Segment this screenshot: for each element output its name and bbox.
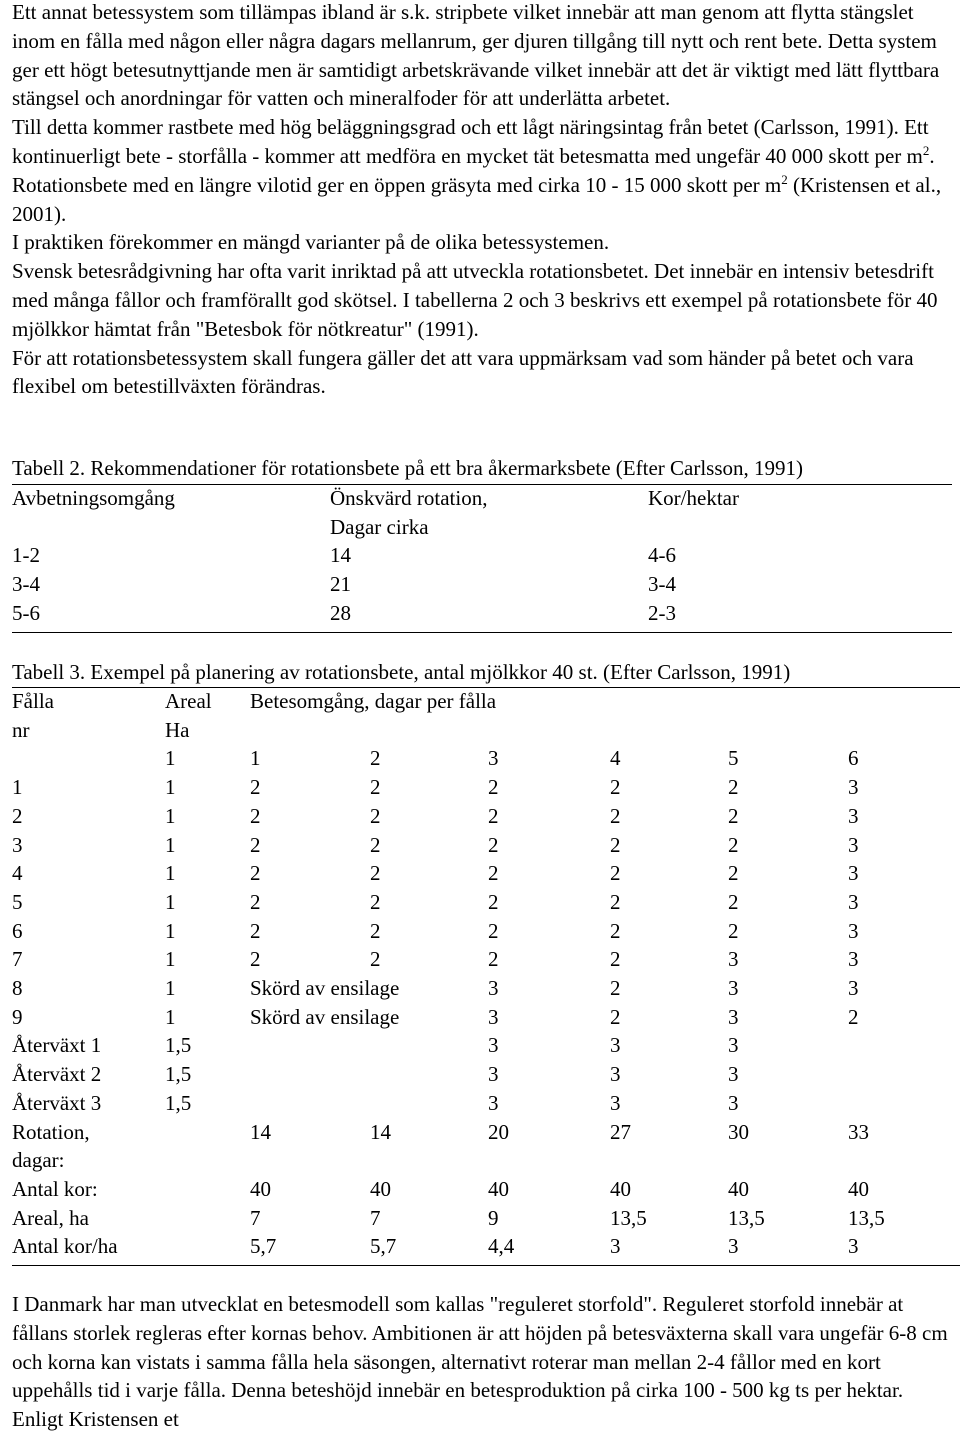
- table2-cell: Kor/hektar: [648, 486, 739, 510]
- table3-cell: 3: [610, 1062, 621, 1087]
- table3-cell: 2: [250, 832, 261, 857]
- table3-cell: 2: [728, 918, 739, 943]
- paragraph-flexibel: För att rotationsbetessystem skall fungera gäller det att vara uppmärksam vad som händer på betet och vara flexibel om betestillväxten förändras.: [12, 345, 914, 399]
- table3-cell: 2: [250, 947, 261, 972]
- table3-cell: 40: [250, 1176, 271, 1201]
- table3-cell: 2: [370, 918, 381, 943]
- table3-cell: 3: [610, 1033, 621, 1058]
- table3-cell: 1: [165, 1004, 176, 1029]
- table3-cell: 2: [848, 1004, 859, 1029]
- table3-row: [0, 716, 960, 745]
- table3-cell: 2: [610, 832, 621, 857]
- table3-cell: 4,4: [488, 1234, 515, 1259]
- table2-row: [0, 513, 960, 542]
- table3-cell: 3: [848, 775, 859, 800]
- table3-cell: 40: [728, 1176, 749, 1201]
- table3-row: [0, 974, 960, 1003]
- table3-cell: 2: [250, 775, 261, 800]
- table3-cell: 2: [728, 861, 739, 886]
- table2-cell: 1-2: [12, 543, 40, 568]
- table3-cell: 2: [370, 861, 381, 886]
- table3-cell: 27: [610, 1119, 631, 1144]
- table3-cell: 5: [728, 746, 739, 771]
- superscript: 2: [922, 142, 930, 158]
- table3-row: [0, 687, 960, 716]
- table3-row: [0, 1146, 960, 1175]
- table3-row: [0, 802, 960, 831]
- table3-cell: 1: [165, 803, 176, 828]
- table3-cell: 9: [12, 1004, 23, 1029]
- table3-cell: 2: [610, 775, 621, 800]
- table3-cell: 3: [848, 832, 859, 857]
- table3-cell: 1: [250, 746, 261, 771]
- table3-row: [0, 1031, 960, 1060]
- table3-cell: 2: [610, 947, 621, 972]
- table3-cell: 3: [848, 947, 859, 972]
- table3-row: [0, 1118, 960, 1147]
- table3-cell: Återväxt 2: [12, 1062, 102, 1087]
- table3-row: [0, 1232, 960, 1261]
- table2-cell: 3-4: [12, 572, 40, 597]
- table3-row: [0, 917, 960, 946]
- table2-cell: 28: [330, 600, 351, 625]
- table3-cell: 7: [12, 947, 23, 972]
- table3-row: [0, 1089, 960, 1118]
- table3-cell: 5: [12, 889, 23, 914]
- paragraph-betesradgivning: Svensk betesrådgivning har ofta varit inriktad på att utveckla rotationsbetet. Det innebär en intensiv betesdrift med många fållor och framförallt god skötsel. I tabellerna 2 och 3 beskrivs ett exempel på rotationsbete för 40 mjölkkor hämtat från "Betesbok för nötkreatur" (1991).: [12, 259, 938, 341]
- table3-cell: 2: [610, 976, 621, 1000]
- table2-cell: Önskvärd rotation,: [330, 486, 488, 510]
- table3-cell: 13,5: [728, 1205, 765, 1230]
- table3-cell: 2: [728, 803, 739, 828]
- table3-cell: 2: [250, 918, 261, 943]
- table2-cell: 21: [330, 572, 351, 597]
- table3-cell: 3: [728, 976, 739, 1000]
- table3-cell: nr: [12, 717, 30, 742]
- table3-cell: 4: [12, 861, 23, 886]
- table3-row: [0, 1003, 960, 1032]
- table3-cell: Areal: [165, 689, 212, 713]
- table3-cell: 2: [610, 861, 621, 886]
- table3-cell: 40: [610, 1176, 631, 1201]
- table3-cell: 2: [370, 803, 381, 828]
- table3-cell: Antal kor:: [12, 1176, 98, 1201]
- table3-cell: 2: [488, 947, 499, 972]
- table3-cell: 1: [12, 775, 23, 800]
- table3-cell: Återväxt 1: [12, 1033, 102, 1058]
- table3-cell: 4: [610, 746, 621, 771]
- outro-text: I Danmark har man utvecklat en betesmodell som kallas "reguleret storfold". Reguleret storfold innebär at fållans storlek regleras efter kornas behov. Ambitionen är att höjden på betesväxterna skall vara ungefär 6-8 cm och korna kan vistats i samma fålla hela säsongen, alternativt roterar man mellan 2-4 fållor med en kort uppehålls tid i varje fålla. Denna beteshöjd innebär en betesproduktion på cirka 100 - 500 kg ts per hektar. Enligt Kristensen et: [12, 1292, 948, 1432]
- table3-row: [0, 888, 960, 917]
- table3-cell: 3: [848, 803, 859, 828]
- paragraph-rastbete-part1: Till detta kommer rastbete med hög beläggningsgrad och ett lågt näringsintag från betet (Carlsson, 1991). Ett kontinuerligt bete - storfålla - kommer att medföra en mycket tät betesmatta med ungefär 40 000 skott per m: [12, 115, 929, 168]
- table3-cell: 13,5: [610, 1205, 647, 1230]
- table3-caption: Tabell 3. Exempel på planering av rotationsbete, antal mjölkkor 40 st. (Efter Carlsson, 1991): [12, 660, 791, 684]
- table3-row: [0, 1175, 960, 1204]
- table3-cell: 3: [12, 832, 23, 857]
- table3-cell: 8: [12, 976, 23, 1000]
- table3-cell: 40: [370, 1176, 391, 1201]
- table3-cell: 3: [728, 1234, 739, 1259]
- table2-caption: Tabell 2. Rekommendationer för rotationsbete på ett bra åkermarksbete (Efter Carlsson, 1991): [12, 456, 804, 480]
- table3-row: [0, 773, 960, 802]
- table3-cell: 2: [610, 803, 621, 828]
- table2-row: [0, 570, 960, 599]
- table3-row: [0, 744, 960, 773]
- paragraph-stripbete: Ett annat betessystem som tillämpas ibland är s.k. stripbete vilket innebär att man genom att flytta stängslet inom en fålla med någon eller några dagars mellanrum, ger djuren tillgång till nytt och rent bete. Detta system ger ett högt betesutnyttjande men är samtidigt arbetskrävande vilket innebär att det är viktigt med lätt flyttbara stängsel och anordningar för vatten och mineralfoder för att underlätta arbetet.: [12, 0, 940, 111]
- table3-cell: 1: [165, 976, 176, 1000]
- table3-cell: 14: [370, 1119, 391, 1144]
- table3-cell: 14: [250, 1119, 271, 1144]
- table3-cell: 2: [488, 861, 499, 886]
- table3-cell: 2: [488, 889, 499, 914]
- table3-cell: 20: [488, 1119, 509, 1144]
- table3-row: [0, 1060, 960, 1089]
- table2-row: [0, 599, 960, 628]
- table3-cell: Rotation,: [12, 1119, 90, 1144]
- table3-row: [0, 945, 960, 974]
- table3-cell: 7: [250, 1205, 261, 1230]
- table2-row: [0, 541, 960, 570]
- table2-cell: 4-6: [648, 543, 676, 568]
- table3-cell: Areal, ha: [12, 1205, 89, 1230]
- table3-cell: 2: [610, 889, 621, 914]
- table3-cell: 40: [848, 1176, 869, 1201]
- table3-cell: 2: [610, 918, 621, 943]
- table3-cell: 3: [488, 1004, 499, 1029]
- table3-cell: 6: [848, 746, 859, 771]
- table3-cell: 2: [488, 775, 499, 800]
- table3-cell: 3: [488, 746, 499, 771]
- table3-cell: 2: [250, 889, 261, 914]
- table3-cell: 3: [848, 889, 859, 914]
- paragraph-varianter: I praktiken förekommer en mängd varianter på de olika betessystemen.: [12, 230, 610, 255]
- table3-cell: 1: [165, 889, 176, 914]
- table3-cell: Skörd av ensilage: [250, 1004, 400, 1029]
- table3-cell: 2: [370, 947, 381, 972]
- table3-cell: 3: [610, 1090, 621, 1115]
- table3-cell: 2: [370, 746, 381, 771]
- table2-cell: Dagar cirka: [330, 514, 429, 539]
- table3-cell: 2: [728, 775, 739, 800]
- table3-cell: 2: [370, 832, 381, 857]
- table3-cell: 7: [370, 1205, 381, 1230]
- table3-cell: 3: [488, 1033, 499, 1058]
- table3-cell: 3: [488, 1090, 499, 1115]
- table3-cell: 2: [250, 861, 261, 886]
- table2-cell: Avbetningsomgång: [12, 486, 175, 510]
- table3-cell: Fålla: [12, 689, 54, 713]
- table3-cell: 2: [488, 803, 499, 828]
- table3-cell: 2: [488, 918, 499, 943]
- table3-cell: 1,5: [165, 1090, 192, 1115]
- table3-cell: dagar:: [12, 1148, 65, 1173]
- table3-cell: 9: [488, 1205, 499, 1230]
- table3-cell: 2: [610, 1004, 621, 1029]
- table3-cell: 6: [12, 918, 23, 943]
- table3-cell: 40: [488, 1176, 509, 1201]
- intro-text: [12, 0, 952, 401]
- table3-cell: 3: [728, 1004, 739, 1029]
- table3-cell: 13,5: [848, 1205, 885, 1230]
- table3-cell: 1: [165, 775, 176, 800]
- table3-cell: 3: [848, 918, 859, 943]
- table3-cell: Antal kor/ha: [12, 1234, 118, 1259]
- table3-cell: 3: [488, 976, 499, 1000]
- table3-cell: 3: [610, 1234, 621, 1259]
- table3-cell: 5,7: [370, 1234, 397, 1259]
- table3-bottom-rule: [12, 1265, 960, 1266]
- paragraph-rastbete: [12, 113, 952, 228]
- table2-bottom-rule: [12, 632, 952, 633]
- table3-cell: 3: [848, 1234, 859, 1259]
- table3-cell: 2: [370, 889, 381, 914]
- table3-cell: 1: [165, 832, 176, 857]
- table3-cell: 3: [728, 1033, 739, 1058]
- table3-cell: 1,5: [165, 1033, 192, 1058]
- paragraph-rastbete-part3: (Kristensen et al., 2001).: [12, 172, 942, 226]
- table3-cell: 33: [848, 1119, 869, 1144]
- table3-row: [0, 1204, 960, 1233]
- table3-cell: 1: [165, 861, 176, 886]
- table3-cell: 5,7: [250, 1234, 277, 1259]
- table3-cell: 2: [12, 803, 23, 828]
- table3-cell: 2: [728, 889, 739, 914]
- table3-cell: 3: [848, 861, 859, 886]
- table3-cell: Ha: [165, 717, 190, 742]
- table3-cell: 1: [165, 947, 176, 972]
- table3-cell: 3: [728, 1062, 739, 1087]
- table3-cell: 1: [165, 918, 176, 943]
- table2-row: [0, 484, 960, 513]
- table3-cell: 3: [488, 1062, 499, 1087]
- table3-cell: 2: [488, 832, 499, 857]
- table3-row: [0, 831, 960, 860]
- table3-cell: Betesomgång, dagar per fålla: [250, 689, 497, 713]
- table3-cell: 1: [165, 746, 176, 771]
- table3-cell: 2: [250, 803, 261, 828]
- table2-cell: 5-6: [12, 600, 40, 625]
- table3-cell: 3: [728, 947, 739, 972]
- table3-cell: 2: [728, 832, 739, 857]
- table3-cell: Skörd av ensilage: [250, 976, 400, 1000]
- table2-cell: 14: [330, 543, 351, 568]
- superscript: 2: [781, 171, 788, 187]
- table3-cell: 1,5: [165, 1062, 192, 1087]
- table2-cell: 3-4: [648, 572, 676, 597]
- table3-cell: 3: [728, 1090, 739, 1115]
- table3-cell: 30: [728, 1119, 749, 1144]
- table3-cell: 2: [370, 775, 381, 800]
- paragraph-rastbete-part2: . Rotationsbete med en längre vilotid ger en öppen gräsyta med cirka 10 - 15 000 skott per m: [12, 143, 935, 197]
- table3-cell: Återväxt 3: [12, 1090, 102, 1115]
- table2-cell: 2-3: [648, 600, 676, 625]
- table3-row: [0, 859, 960, 888]
- table3-cell: 3: [848, 976, 859, 1000]
